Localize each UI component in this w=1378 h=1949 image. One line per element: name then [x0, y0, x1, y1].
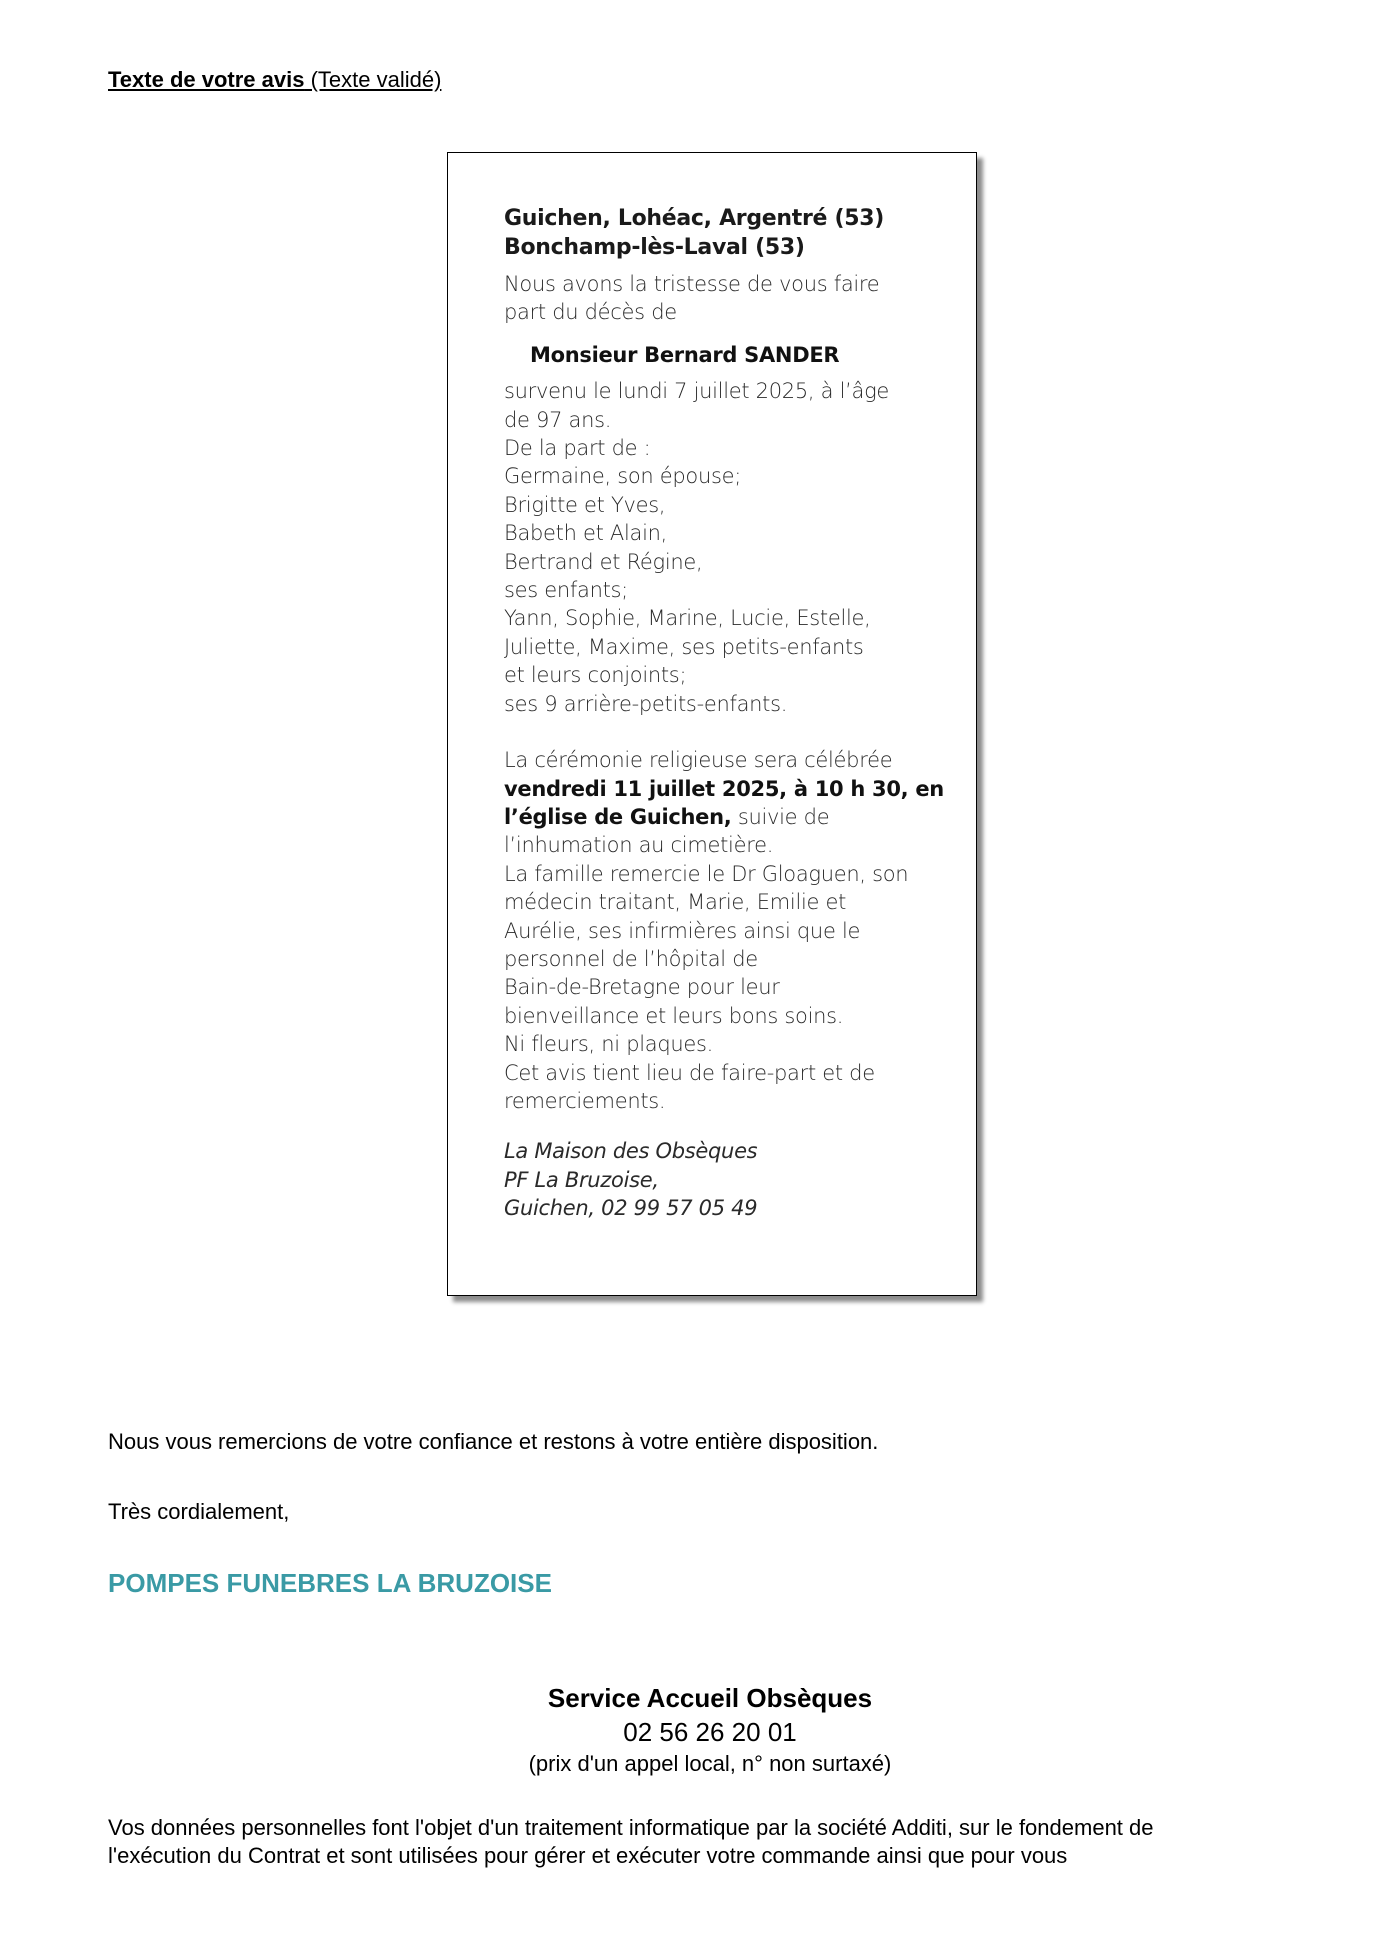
privacy-notice: [108, 1814, 1328, 1870]
ceremony-line: Bain-de-Bretagne pour leur: [504, 975, 780, 1000]
funeral-home-signature: [504, 1137, 964, 1222]
family-line: Yann, Sophie, Marine, Lucie, Estelle,: [504, 606, 871, 631]
ceremony-line: Aurélie, ses infirmières ainsi que le: [504, 918, 861, 943]
ceremony-line: La cérémonie religieuse sera célébrée: [504, 748, 893, 773]
ceremony-line: bienveillance et leurs bons soins.: [504, 1003, 844, 1028]
notice-locations: [504, 204, 964, 262]
notice-intro: [504, 270, 964, 327]
family-line: survenu le lundi 7 juillet 2025, à l’âge: [504, 379, 890, 404]
heading-status: (Texte validé): [304, 67, 442, 92]
location-line: Guichen, Lohéac, Argentré (53): [504, 206, 885, 231]
ceremony-place-rest: suivie de: [731, 804, 830, 829]
ceremony-line: l’inhumation au cimetière.: [504, 833, 774, 858]
privacy-line: Vos données personnelles font l'objet d'un traitement informatique par la société Additi, sur le fondement de: [108, 1815, 1154, 1840]
family-line: de 97 ans.: [504, 407, 612, 432]
company-name: POMPES FUNEBRES LA BRUZOISE: [108, 1568, 552, 1598]
ceremony-place-line: [504, 803, 964, 831]
obituary-notice-content: [504, 204, 964, 1223]
ceremony-line: Cet avis tient lieu de faire-part et de: [504, 1060, 875, 1085]
service-title: Service Accueil Obsèques: [547, 1683, 873, 1713]
service-contact: [0, 1681, 1378, 1779]
thanks-text: Nous vous remercions de votre confiance et restons à votre entière disposition.: [108, 1429, 879, 1454]
ceremony-place: l’église de Guichen,: [504, 804, 732, 829]
family-line: De la part de :: [504, 436, 651, 461]
family-line: Juliette, Maxime, ses petits-enfants: [504, 634, 864, 659]
family-line: Babeth et Alain,: [504, 521, 668, 546]
family-line: Bertrand et Régine,: [504, 549, 703, 574]
ceremony-line: médecin traitant, Marie, Emilie et: [504, 890, 847, 915]
family-line: et leurs conjoints;: [504, 663, 687, 688]
intro-line: part du décès de: [504, 300, 677, 325]
signature-line: La Maison des Obsèques: [504, 1139, 758, 1164]
regards-text: Très cordialement,: [108, 1499, 290, 1524]
signature-line: PF La Bruzoise,: [504, 1167, 659, 1192]
family-line: ses enfants;: [504, 578, 628, 603]
family-line: Germaine, son épouse;: [504, 464, 742, 489]
ceremony-date-line: vendredi 11 juillet 2025, à 10 h 30, en: [504, 776, 944, 801]
notice-text-heading: [108, 66, 441, 94]
location-line: Bonchamp-lès-Laval (53): [504, 235, 805, 260]
intro-line: Nous avons la tristesse de vous faire: [504, 272, 880, 296]
ceremony-line: remerciements.: [504, 1088, 666, 1113]
family-line: Brigitte et Yves,: [504, 492, 666, 517]
ceremony-line: personnel de l’hôpital de: [504, 946, 758, 971]
service-phone: 02 56 26 20 01: [623, 1717, 797, 1747]
ceremony-details: [504, 746, 964, 1115]
privacy-line: l'exécution du Contrat et sont utilisées pour gérer et exécuter votre commande ainsi que pour vous: [108, 1843, 1068, 1868]
signature-line: Guichen, 02 99 57 05 49: [504, 1196, 758, 1221]
heading-label: Texte de votre avis: [108, 67, 305, 92]
ceremony-line: Ni fleurs, ni plaques.: [504, 1032, 714, 1057]
service-note: (prix d'un appel local, n° non surtaxé): [528, 1751, 892, 1776]
family-list: [504, 377, 964, 718]
deceased-name: Monsieur Bernard SANDER: [530, 342, 840, 367]
obituary-notice: [447, 152, 977, 1296]
family-line: ses 9 arrière-petits-enfants.: [504, 691, 788, 716]
ceremony-line: La famille remercie le Dr Gloaguen, son: [504, 861, 909, 886]
